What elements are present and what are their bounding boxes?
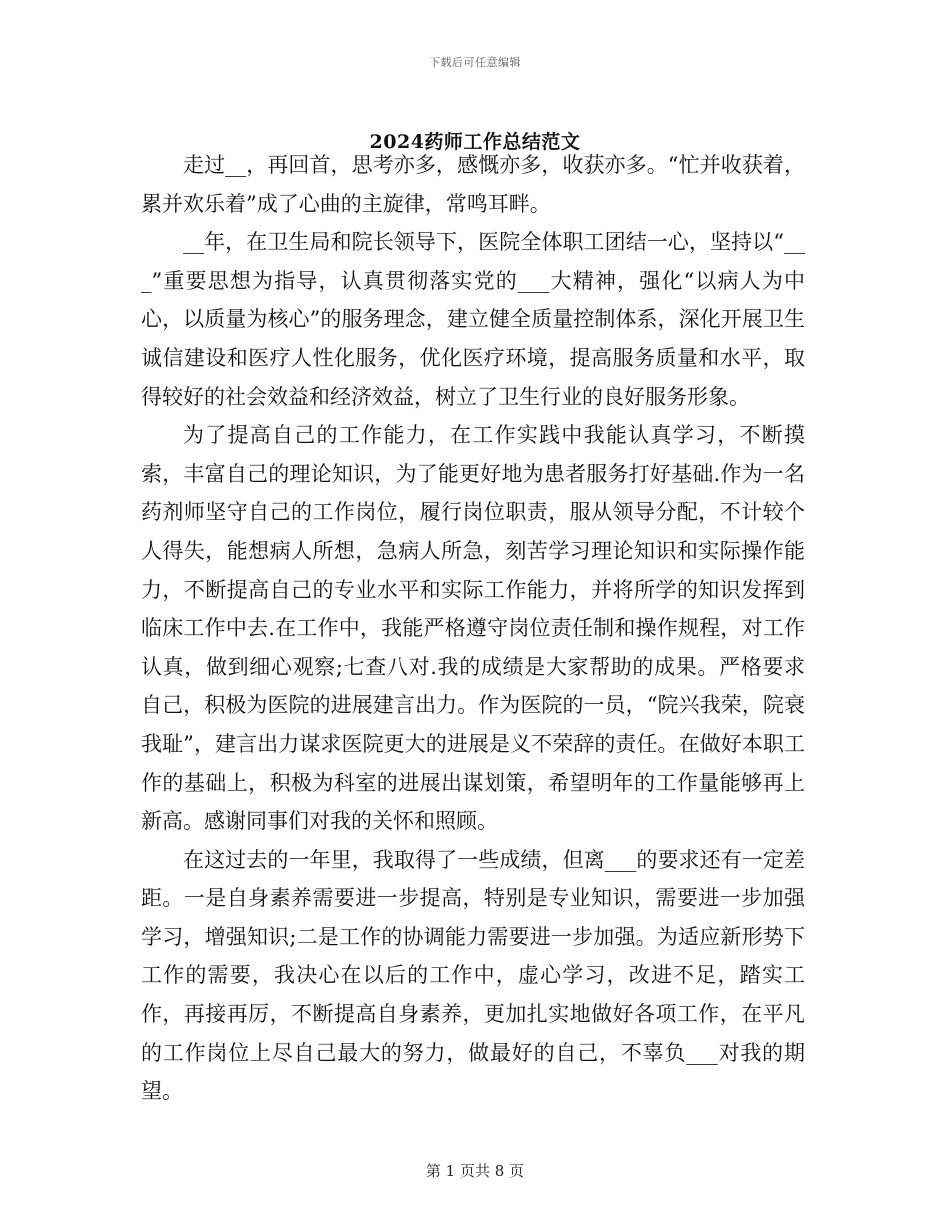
paragraph-3: 为了提高自己的工作能力，在工作实践中我能认真学习，不断摸索，丰富自己的理论知识，为了能更好地为患者服务打好基础.作为一名药剂师坚守自己的工作岗位，履行岗位职责，服从领导分配，不计较个人得失，能想病人所想，急病人所急，刻苦学习理论知识和实际操作能力，不断提高自己的专业水平和实际工作能力，并将所学的知识发挥到临床工作中去.在工作中，我能严格遵守岗位责任制和操作规程，对工作认真，做到细心观察;七查八对.我的成绩是大家帮助的成果。严格要求自己，积极为医院的进展建言出力。作为医院的一员，“院兴我荣，院衰我耻”，建言出力谋求医院更大的进展是义不荣辞的责任。在做好本职工作的基础上，积极为科室的进展出谋划策，希望明年的工作量能够再上新高。感谢同事们对我的关怀和照顾。 <box>141 423 805 834</box>
document-title: 2024药师工作总结范文 <box>369 130 581 153</box>
document-body <box>141 146 805 1111</box>
paragraph-4: 在这过去的一年里，我取得了一些成绩，但离___的要求还有一定差距。一是自身素养需要进一步提高，特别是专业知识，需要进一步加强学习，增强知识;二是工作的协调能力需要进一步加强。为适应新形势下工作的需要，我决心在以后的工作中，虚心学习，改进不足，踏实工作，再接再厉，不断提高自身素养，更加扎实地做好各项工作，在平凡的工作岗位上尽自己最大的努力，做最好的自己，不辜负___对我的期望。 <box>141 847 805 1104</box>
page-number: 第 1 页共 8 页 <box>425 1162 525 1180</box>
header-note: 下载后可任意编辑 <box>429 56 521 69</box>
paragraph-1: 走过__，再回首，思考亦多，感慨亦多，收获亦多。“忙并收获着，累并欢乐着”成了心曲的主旋律，常鸣耳畔。 <box>141 153 805 216</box>
paragraph-2: __年，在卫生局和院长领导下，医院全体职工团结一心，坚持以“___”重要思想为指导，认真贯彻落实党的___大精神，强化“以病人为中心，以质量为核心”的服务理念，建立健全质量控制体系，深化开展卫生诚信建设和医疗人性化服务，优化医疗环境，提高服务质量和水平，取得较好的社会效益和经济效益，树立了卫生行业的良好服务形象。 <box>141 230 805 409</box>
